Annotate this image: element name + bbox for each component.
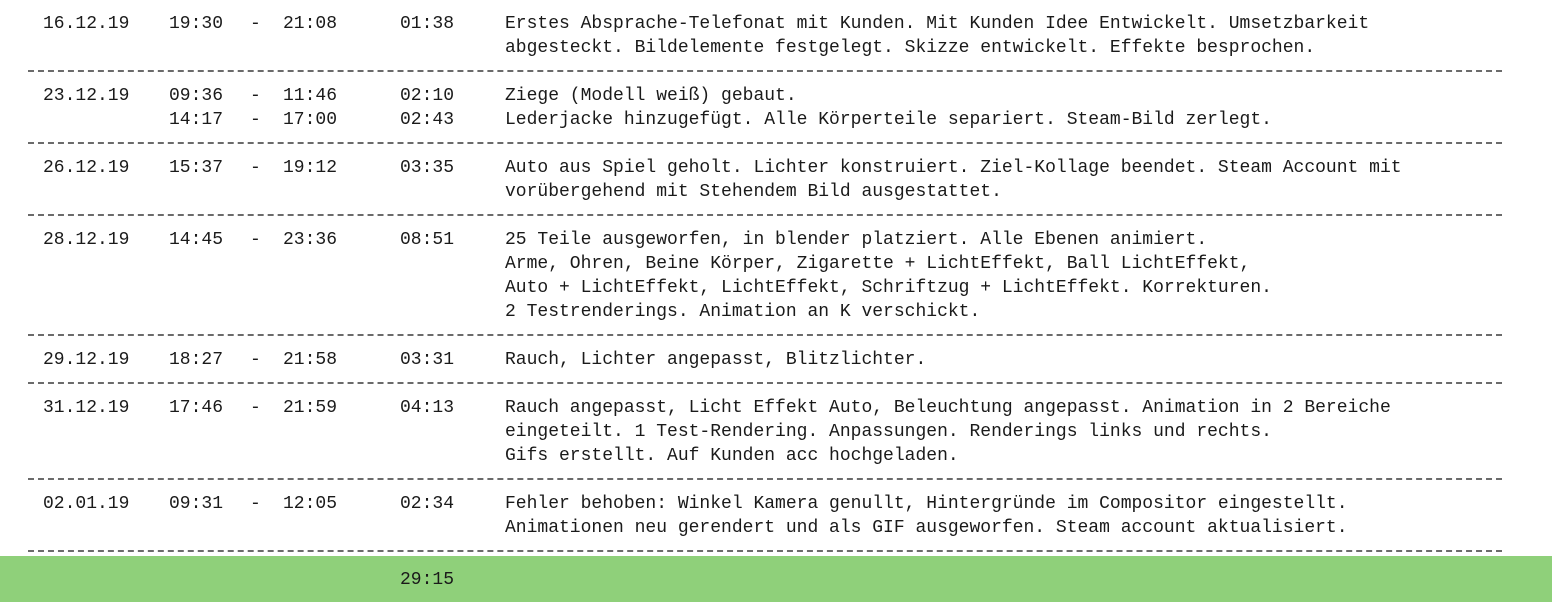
time-separator: - [250, 86, 261, 106]
time-separator: - [250, 14, 261, 34]
log-line [0, 252, 1552, 276]
dashed-divider [28, 550, 1502, 552]
end-time: 23:36 [283, 230, 338, 250]
description: Erstes Absprache-Telefonat mit Kunden. Mit Kunden Idee Entwickelt. Umsetzbarkeit [505, 14, 1370, 34]
start-time: 09:31 [169, 494, 224, 514]
start-time: 19:30 [169, 14, 224, 34]
log-line [0, 108, 1552, 132]
time-separator: - [250, 110, 261, 130]
log-line [0, 276, 1552, 300]
entry-date: 29.12.19 [43, 350, 130, 370]
log-entry [0, 492, 1552, 540]
duration: 01:38 [400, 14, 455, 34]
description: Rauch, Lichter angepasst, Blitzlichter. [505, 350, 927, 370]
entry-date: 31.12.19 [43, 398, 130, 418]
log-entry [0, 348, 1552, 372]
log-line [0, 84, 1552, 108]
description: vorübergehend mit Stehendem Bild ausgestattet. [505, 182, 1002, 202]
log-line [0, 12, 1552, 36]
time-separator: - [250, 398, 261, 418]
entry-date: 28.12.19 [43, 230, 130, 250]
log-entry [0, 156, 1552, 204]
log-entry [0, 396, 1552, 468]
description: eingeteilt. 1 Test-Rendering. Anpassungen. Renderings links und rechts. [505, 422, 1272, 442]
end-time: 17:00 [283, 110, 338, 130]
dashed-divider [28, 334, 1502, 336]
description: Ziege (Modell weiß) gebaut. [505, 86, 797, 106]
duration: 02:10 [400, 86, 455, 106]
log-line [0, 420, 1552, 444]
end-time: 19:12 [283, 158, 338, 178]
entry-date: 16.12.19 [43, 14, 130, 34]
duration: 03:31 [400, 350, 455, 370]
duration: 04:13 [400, 398, 455, 418]
time-separator: - [250, 230, 261, 250]
description: Fehler behoben: Winkel Kamera genullt, Hintergründe im Compositor eingestellt. [505, 494, 1348, 514]
end-time: 21:58 [283, 350, 338, 370]
log-entry [0, 84, 1552, 132]
log-entry [0, 228, 1552, 324]
end-time: 11:46 [283, 86, 338, 106]
time-separator: - [250, 350, 261, 370]
log-entry [0, 12, 1552, 60]
description: Gifs erstellt. Auf Kunden acc hochgeladen. [505, 446, 959, 466]
log-line [0, 156, 1552, 180]
log-line [0, 348, 1552, 372]
dashed-divider [28, 70, 1502, 72]
end-time: 12:05 [283, 494, 338, 514]
duration: 03:35 [400, 158, 455, 178]
log-line [0, 180, 1552, 204]
duration: 02:34 [400, 494, 455, 514]
end-time: 21:59 [283, 398, 338, 418]
description: Rauch angepasst, Licht Effekt Auto, Beleuchtung angepasst. Animation in 2 Bereiche [505, 398, 1391, 418]
start-time: 14:45 [169, 230, 224, 250]
end-time: 21:08 [283, 14, 338, 34]
description: Animationen neu gerendert und als GIF ausgeworfen. Steam account aktualisiert. [505, 518, 1348, 538]
log-line [0, 300, 1552, 324]
start-time: 17:46 [169, 398, 224, 418]
entry-date: 23.12.19 [43, 86, 130, 106]
duration: 08:51 [400, 230, 455, 250]
log-line [0, 444, 1552, 468]
description: Auto aus Spiel geholt. Lichter konstruiert. Ziel-Kollage beendet. Steam Account mit [505, 158, 1402, 178]
log-line [0, 36, 1552, 60]
start-time: 09:36 [169, 86, 224, 106]
dashed-divider [28, 214, 1502, 216]
description: Arme, Ohren, Beine Körper, Zigarette + LichtEffekt, Ball LichtEffekt, [505, 254, 1251, 274]
dashed-divider [28, 478, 1502, 480]
time-separator: - [250, 494, 261, 514]
dashed-divider [28, 142, 1502, 144]
duration: 02:43 [400, 110, 455, 130]
log-line [0, 492, 1552, 516]
log-line [0, 516, 1552, 540]
log-line [0, 396, 1552, 420]
description: Auto + LichtEffekt, LichtEffekt, Schriftzug + LichtEffekt. Korrekturen. [505, 278, 1272, 298]
description: 2 Testrenderings. Animation an K verschickt. [505, 302, 981, 322]
entry-date: 02.01.19 [43, 494, 130, 514]
description: Lederjacke hinzugefügt. Alle Körperteile separiert. Steam-Bild zerlegt. [505, 110, 1272, 130]
total-duration: 29:15 [400, 570, 455, 590]
start-time: 15:37 [169, 158, 224, 178]
description: 25 Teile ausgeworfen, in blender platziert. Alle Ebenen animiert. [505, 230, 1208, 250]
time-separator: - [250, 158, 261, 178]
log-line [0, 228, 1552, 252]
start-time: 14:17 [169, 110, 224, 130]
entry-date: 26.12.19 [43, 158, 130, 178]
dashed-divider [28, 382, 1502, 384]
total-row [0, 556, 1552, 602]
description: abgesteckt. Bildelemente festgelegt. Skizze entwickelt. Effekte besprochen. [505, 38, 1316, 58]
start-time: 18:27 [169, 350, 224, 370]
